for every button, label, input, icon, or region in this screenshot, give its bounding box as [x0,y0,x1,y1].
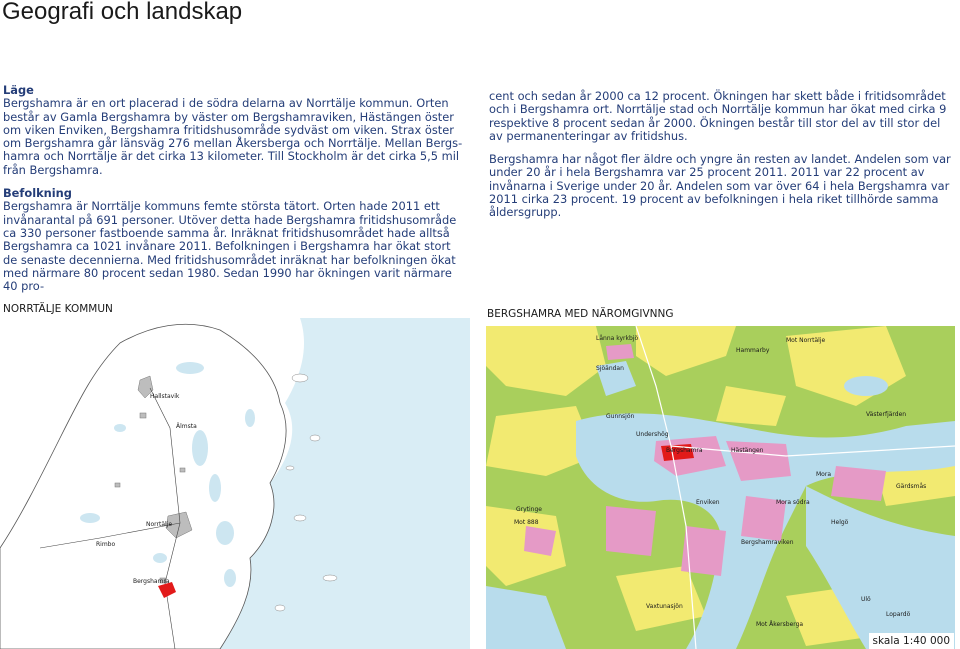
left-text-column [3,84,465,303]
place-bergshamraviken: Bergshamraviken [741,539,794,546]
place-hammarby: Hammarby [736,347,770,354]
place-gardsmas: Gärdsmås [896,483,927,490]
map-scale-label: skala 1:40 000 [869,633,954,649]
place-enviken: Enviken [696,499,720,506]
place-lanna: Lånna kyrkbjö [596,335,639,342]
place-mot-akersberga: Mot Åkersberga [756,621,804,628]
place-vaxtunasjon: Vaxtunasjön [646,603,683,610]
municipality-map-label: NORRTÄLJE KOMMUN [3,303,113,315]
place-hallstavik: Hallstavik [150,393,180,400]
place-grytinge: Grytinge [516,506,542,513]
place-mot-norrtalje: Mot Norrtälje [786,337,826,344]
heading-lage: Läge [3,83,34,97]
place-undershog: Undershög [636,431,669,438]
place-hastangen: Hästängen [731,447,764,454]
place-bergshamra: Bergshamra [133,578,170,585]
page-title: Geografi och landskap [2,0,243,25]
age-structure-paragraph: Bergshamra har något fler äldre och yngre än resten av landet. Andelen som var under 20 år i hela Bergshamra var 25 procent 2011. 2011 var 22 procent av invånarna i Sverige under 20 år. Andelen som var över 64 i hela Bergshamra var 2011 cirka 23 procent. 19 procent av befolkningen i hela riket tillhörde samma åldersgrupp. [489,152,951,220]
local-area-map [486,326,955,649]
befolkning-paragraph: Bergshamra är Norrtälje kommuns femte största tätort. Orten hade 2011 ett invånarantal på 691 personer. Utöver detta hade Bergshamra fritidshusområde ca 330 personer fastboende samma år. Inräknat fritidshusområdet hade alltså Bergshamra ca 1021 invånare 2011. Befolkningen i Bergshamra har ökat stort de senaste decennierna. Med fritidshusområdet inräknat har befolkningen ökat med närmare 80 procent sedan 1980. Sedan 1990 har ökningen varit närmare 40 pro- [3,199,457,294]
place-gunnsjon: Gunnsjön [606,413,635,420]
place-mora: Mora [816,471,831,478]
place-almsta: Älmsta [176,423,197,430]
place-mora-sodra: Mora södra [776,499,810,506]
right-text-column [489,90,951,230]
place-norrtalje: Norrtälje [146,521,173,528]
befolkning-continued-paragraph: cent och sedan år 2000 ca 12 procent. Ökningen har skett både i fritidsområdet och i Bergshamra ort. Norrtälje stad och Norrtälje kommun har ökat med cirka 9 respektive 8 procent sedan år 2000. Ökningen består till stor del av till stor del av permanenteringar av fritidshus. [489,89,947,143]
place-sjoandan: Sjöändan [596,365,624,372]
place-rimbo: Rimbo [96,541,116,548]
place-helgo: Helgö [831,519,849,526]
place-bergshamra: Bergshamra [666,447,703,454]
place-ulo: Ulö [861,596,871,603]
place-mot-888: Mot 888 [514,519,539,526]
heading-befolkning: Befolkning [3,186,72,201]
local-map-label: BERGSHAMRA MED NÄROMGIVNNG [487,308,674,320]
place-vasterfjarden: Västerfjärden [866,411,907,418]
municipality-map [0,318,470,649]
lage-paragraph: Bergshamra är en ort placerad i de södra delarna av Norrtälje kommun. Orten består av Gamla Bergshamra by väster om Bergshamraviken, Hästängen öster om viken Enviken, Bergshamra fritidshusområde sydväst om viken. Strax öster om Bergshamra går länsväg 276 mellan Åkersberga och Norrtälje. Mellan Bergs-hamra och Norrtälje är det cirka 13 kilometer. Till Stockholm är det cirka 5,5 mil från Bergshamra. [3,96,463,177]
place-lopardo: Lopardö [886,611,911,618]
